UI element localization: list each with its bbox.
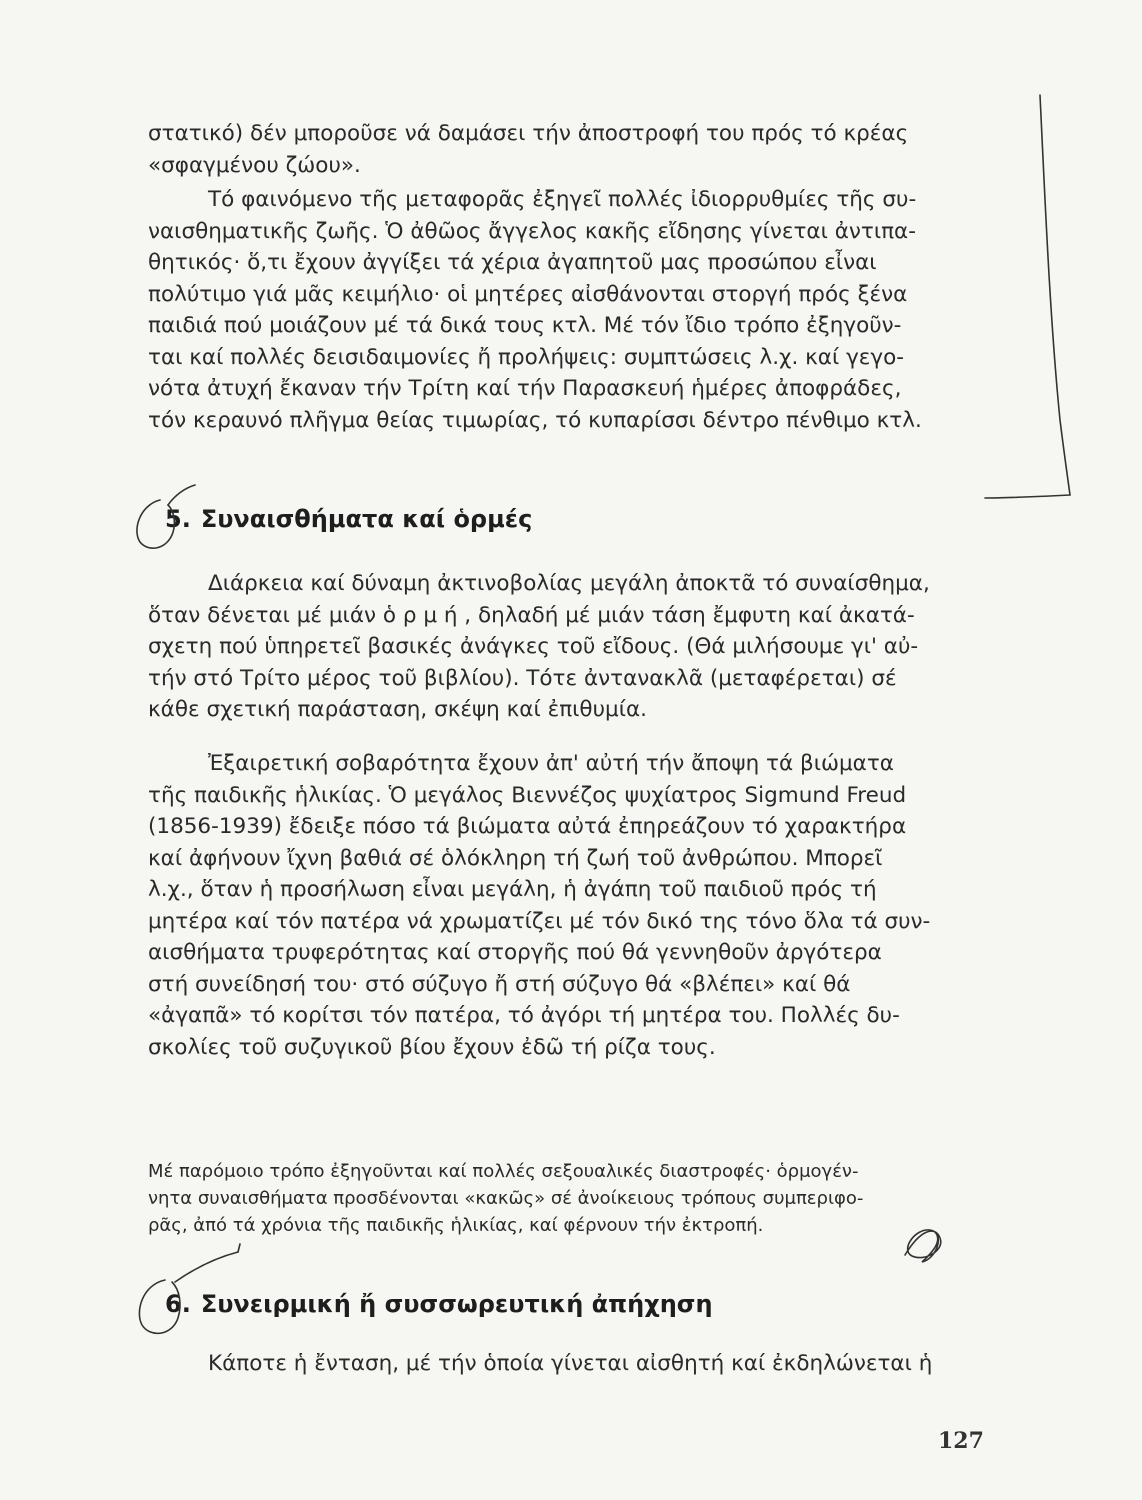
text-line: νητα συναισθήματα προσδένονται «κακῶς» σέ ἀνοίκειους τρόπους συμπεριφο- xyxy=(148,1188,864,1209)
paragraph-3 xyxy=(148,568,998,726)
section-title: Συνειρμική ἤ συσσωρευτική ἀπήχηση xyxy=(200,1290,713,1318)
text-line: καί ἀφήνουν ἴχνη βαθιά σέ ὁλόκληρη τή ζωή τοῦ ἀνθρώπου. Μπορεῖ xyxy=(148,845,883,871)
text-line: λ.χ., ὅταν ἡ προσήλωση εἶναι μεγάλη, ἡ ἀγάπη τοῦ παιδιοῦ πρός τή xyxy=(148,877,877,902)
section-5-heading xyxy=(165,505,532,533)
text-line: Διάρκεια καί δύναμη ἀκτινοβολίας μεγάλη ἀποκτᾶ τό συναίσθημα, xyxy=(208,571,930,596)
paragraph-1 xyxy=(148,118,998,181)
text-line: Κάποτε ἡ ἔνταση, μέ τήν ὁποία γίνεται αἰσθητή καί ἐκδηλώνεται ἡ xyxy=(208,1351,933,1376)
text-line: ται καί πολλές δεισιδαιμονίες ἤ προλήψεις: συμπτώσεις λ.χ. καί γεγο- xyxy=(148,344,905,370)
paragraph-2 xyxy=(148,184,998,436)
text-line: τήν στό Τρίτο μέρος τοῦ βιβλίου). Τότε ἀντανακλᾶ (μεταφέρεται) σέ xyxy=(148,665,897,691)
text-line: Μέ παρόμοιο τρόπο ἐξηγοῦνται καί πολλές σεξουαλικές διαστροφές· ὁρμογέν- xyxy=(148,1161,859,1182)
section-number: 6. xyxy=(165,1290,191,1318)
note-paragraph xyxy=(148,1158,998,1239)
section-6-heading xyxy=(165,1290,713,1318)
text-line: κάθε σχετική παράσταση, σκέψη καί ἐπιθυμία. xyxy=(148,697,647,722)
text-line: ρᾶς, ἀπό τά χρόνια τῆς παιδικῆς ἡλικίας, καί φέρνουν τήν ἐκτροπή. xyxy=(148,1215,764,1236)
text-line: τῆς παιδικῆς ἡλικίας. Ὁ μεγάλος Βιεννέζος ψυχίατρος Sigmund Freud xyxy=(148,782,907,808)
text-line: στή συνείδησή του· στό σύζυγο ἤ στή σύζυγο θά «βλέπει» καί θά xyxy=(148,971,851,997)
text-line: πολύτιμο γιά μᾶς κειμήλιο· οἱ μητέρες αἰσθάνονται στοργή πρός ξένα xyxy=(148,281,908,307)
text-line: Τό φαινόμενο τῆς μεταφορᾶς ἐξηγεῖ πολλές ἰδιορρυθμίες τῆς συ- xyxy=(208,187,917,212)
text-line: παιδιά πού μοιάζουν μέ τά δικά τους κτλ. Μέ τόν ἴδιο τρόπο ἐξηγοῦν- xyxy=(148,313,902,338)
pen-stroke-mark xyxy=(175,1252,238,1282)
text-line: σχετη πού ὑπηρετεῖ βασικές ἀνάγκες τοῦ εἴδους. (Θά μιλήσουμε γι' αὐ- xyxy=(148,634,919,659)
page-number: 127 xyxy=(938,1428,984,1454)
pen-stroke-mark xyxy=(168,485,195,505)
text-line: «ἀγαπᾶ» τό κορίτσι τόν πατέρα, τό ἀγόρι τή μητέρα του. Πολλές δυ- xyxy=(148,1003,900,1028)
text-line: ναισθηματικῆς ζωῆς. Ὁ ἀθῶος ἄγγελος κακῆς εἴδησης γίνεται ἀντιπα- xyxy=(148,218,916,244)
text-line: Ἐξαιρετική σοβαρότητα ἔχουν ἀπ' αὐτή τήν ἄποψη τά βιώματα xyxy=(208,751,894,776)
pen-stroke-mark xyxy=(238,1244,240,1252)
section-title: Συναισθήματα καί ὁρμές xyxy=(200,505,533,533)
text-line: αισθήματα τρυφερότητας καί στοργῆς πού θά γεννηθοῦν ἀργότερα xyxy=(148,940,882,965)
text-line: «σφαγμένου ζώου». xyxy=(148,152,361,178)
paragraph-4 xyxy=(148,748,998,1063)
section-number: 5. xyxy=(165,505,191,533)
text-line: στατικό) δέν μποροῦσε νά δαμάσει τήν ἀποστροφή του πρός τό κρέας xyxy=(148,121,909,146)
text-line: θητικός· ὅ,τι ἔχουν ἀγγίξει τά χέρια ἀγαπητοῦ μας προσώπου εἶναι xyxy=(148,250,877,275)
paragraph-5 xyxy=(148,1348,998,1380)
text-line: μητέρα καί τόν πατέρα νά χρωματίζει μέ τόν δικό της τόνο ὅλα τά συν- xyxy=(148,908,931,934)
text-line: τόν κεραυνό πλῆγμα θείας τιμωρίας, τό κυπαρίσσι δέντρο πένθιμο κτλ. xyxy=(148,407,922,433)
text-line: (1856-1939) ἔδειξε πόσο τά βιώματα αὐτά ἐπηρεάζουν τό χαρακτήρα xyxy=(148,814,907,839)
text-line: ὅταν δένεται μέ μιάν ὁ ρ μ ή , δηλαδή μέ μιάν τάση ἔμφυτη καί ἀκατά- xyxy=(148,602,915,628)
text-line: νότα ἀτυχή ἔκαναν τήν Τρίτη καί τήν Παρασκευή ἡμέρες ἀποφράδες, xyxy=(148,376,902,401)
text-line: σκολίες τοῦ συζυγικοῦ βίου ἔχουν ἐδῶ τή ρίζα τους. xyxy=(148,1034,716,1060)
